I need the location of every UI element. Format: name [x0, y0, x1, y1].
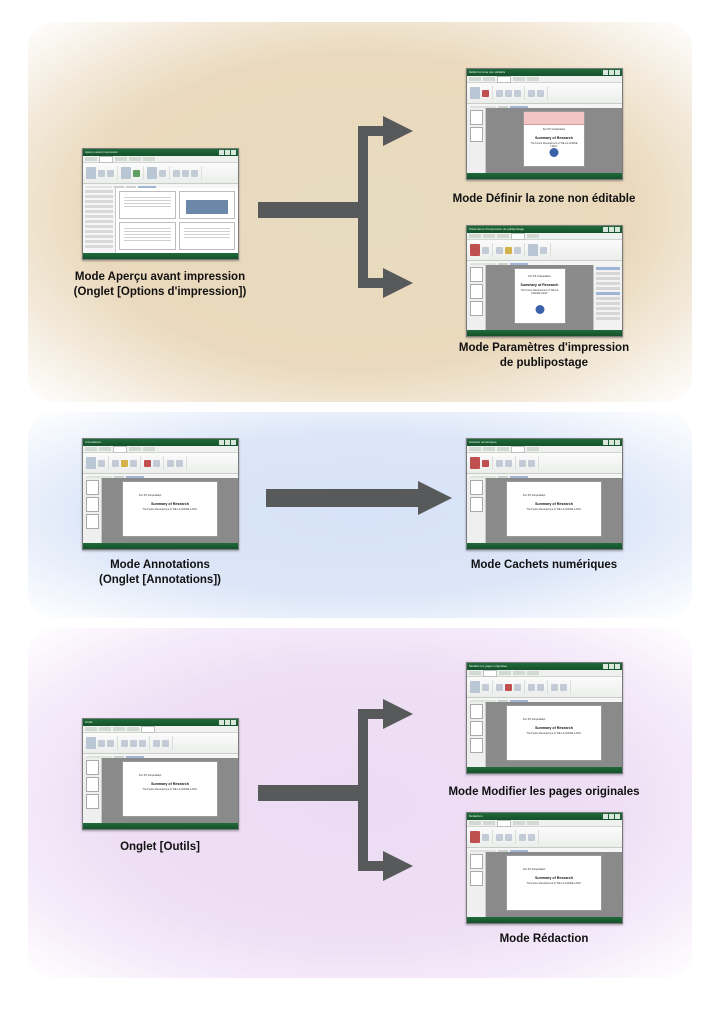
page-thumbnail[interactable] [470, 480, 483, 495]
doc-subtitle: The Future Development of "DE LA CADIAE LANA" [526, 732, 582, 735]
page-canvas[interactable] [486, 265, 593, 330]
document-area[interactable] [467, 265, 622, 330]
screenshot-annotations-mode[interactable] [82, 438, 239, 550]
caption-edit-original-pages [424, 785, 664, 800]
ribbon-tabs[interactable] [83, 726, 238, 733]
ribbon-group-zoom[interactable] [147, 166, 170, 180]
doc-subtitle: The Future Development of "DE LA CADIAE LANA" [520, 289, 559, 295]
ribbon[interactable] [467, 827, 622, 848]
doc-title: Summary of Research [535, 136, 573, 140]
page-thumbnail[interactable] [470, 854, 483, 869]
doc-subtitle: The Future Development of "DE LA CADIAE LANA" [526, 882, 582, 885]
page-thumbnail-grid[interactable] [116, 188, 238, 253]
page-navigation-pane[interactable] [467, 852, 486, 917]
screenshot-print-preview-mode[interactable] [82, 148, 239, 260]
status-bar [467, 917, 622, 923]
arrow-print-preview-branch [258, 110, 458, 310]
seal-icon [535, 305, 544, 314]
window-title: Rédaction [469, 814, 483, 818]
page-thumbnail[interactable] [179, 222, 236, 250]
window-controls[interactable] [603, 70, 620, 75]
document-page[interactable] [514, 268, 566, 324]
screenshot-digital-stamps-mode[interactable] [466, 438, 623, 550]
ribbon-group-view[interactable] [167, 456, 187, 470]
print-options-pane[interactable] [83, 188, 116, 253]
ribbon-tabs[interactable] [467, 76, 622, 83]
status-bar [83, 253, 238, 259]
caption-line-2: (Onglet [Options d'impression]) [73, 286, 247, 298]
ribbon-group-annotate[interactable] [86, 456, 109, 470]
page-thumbnail[interactable] [470, 301, 483, 316]
document-page[interactable] [523, 111, 585, 167]
doc-corporation: For XX Corporation [523, 868, 546, 871]
ribbon-group-markup[interactable] [112, 456, 141, 470]
arrow-annotations-to-stamps [266, 481, 456, 521]
status-bar [467, 543, 622, 549]
caption-line-1: Mode Définir la zone non éditable [452, 193, 636, 205]
window-controls[interactable] [603, 664, 620, 669]
window-title: Annotations [85, 440, 101, 444]
ribbon-group-stamps[interactable] [470, 456, 493, 470]
caption-redaction [430, 932, 658, 947]
ribbon-group-view[interactable] [519, 456, 539, 470]
ribbon-group-merge[interactable] [470, 243, 493, 257]
caption-line-1: Onglet [Outils] [120, 841, 200, 853]
ribbon-group-view[interactable] [551, 680, 571, 694]
page-thumbnail[interactable] [179, 191, 236, 219]
seal-icon [550, 148, 559, 157]
screenshot-non-editable-zone-mode[interactable] [466, 68, 623, 180]
document-area[interactable] [467, 478, 622, 543]
page-thumbnail[interactable] [470, 721, 483, 736]
ribbon[interactable] [83, 163, 238, 184]
ribbon-tabs[interactable] [467, 233, 622, 240]
page-thumbnail[interactable] [86, 480, 99, 495]
ribbon-group-edit[interactable] [470, 680, 493, 694]
ribbon-tabs[interactable] [467, 820, 622, 827]
ribbon[interactable] [467, 677, 622, 698]
ribbon-group-fields[interactable] [496, 243, 525, 257]
doc-corporation: For XX Corporation [139, 494, 162, 497]
ribbon-group-apply[interactable] [496, 830, 516, 844]
page-thumbnail[interactable] [86, 794, 99, 809]
document-area[interactable] [467, 702, 622, 767]
caption-line-1: Mode Aperçu avant impression [74, 271, 246, 283]
window-titlebar [83, 439, 238, 446]
window-controls[interactable] [219, 720, 236, 725]
screenshot-edit-original-pages-mode[interactable] [466, 662, 623, 774]
doc-title: Summary of Research [151, 782, 189, 786]
caption-line-1: Mode Modifier les pages originales [448, 786, 640, 798]
document-page[interactable] [506, 855, 602, 911]
page-canvas[interactable] [486, 478, 622, 543]
window-title: Définir la zone non éditable [469, 70, 506, 74]
ribbon-tabs[interactable] [83, 156, 238, 163]
page-navigation-pane[interactable] [83, 758, 102, 823]
page-canvas[interactable] [102, 758, 238, 823]
ribbon-group-insert[interactable] [496, 680, 525, 694]
doc-title: Summary of Research [535, 502, 573, 506]
ribbon-group-view[interactable] [519, 830, 539, 844]
doc-corporation: For XX Corporation [139, 774, 162, 777]
caption-line-1: Mode Annotations [110, 559, 210, 571]
doc-subtitle: The Future Development of "DE LA CADIAE LANA" [526, 508, 582, 511]
ribbon[interactable] [467, 83, 622, 104]
ribbon-group-layout[interactable] [121, 166, 144, 180]
status-bar [83, 823, 238, 829]
doc-subtitle: The Future Development of "DE LA CADIAE LANA" [142, 788, 198, 791]
ribbon-tabs[interactable] [83, 446, 238, 453]
page-thumbnail[interactable] [470, 267, 483, 282]
caption-digital-stamps [430, 558, 658, 573]
caption-print-preview [40, 270, 280, 300]
caption-mail-merge [430, 341, 658, 371]
caption-line-2: de publipostage [499, 357, 589, 369]
window-titlebar [83, 719, 238, 726]
window-titlebar [83, 149, 238, 156]
window-title: Paramètres d'impression de publipostage [469, 227, 525, 231]
caption-tools-tab [48, 840, 272, 855]
ribbon-group-print[interactable] [86, 166, 118, 180]
page-canvas[interactable] [486, 852, 622, 917]
page-navigation-pane[interactable] [467, 702, 486, 767]
doc-corporation: For XX Corporation [528, 275, 551, 278]
page-navigation-pane[interactable] [467, 265, 486, 330]
page-thumbnail[interactable] [470, 871, 483, 886]
ribbon-tabs[interactable] [467, 446, 622, 453]
document-page[interactable] [122, 481, 218, 537]
screenshot-mail-merge-print-settings-mode[interactable] [466, 225, 623, 337]
page-navigation-pane[interactable] [467, 108, 486, 173]
non-editable-zone-highlight [524, 112, 584, 125]
ribbon-group-tools[interactable] [86, 736, 118, 750]
document-area[interactable] [467, 108, 622, 173]
ribbon-group-view[interactable] [528, 86, 548, 100]
caption-line-2: (Onglet [Annotations]) [98, 574, 221, 586]
ribbon[interactable] [467, 453, 622, 474]
ribbon-group-zone[interactable] [470, 86, 493, 100]
caption-annotations [48, 558, 272, 588]
status-bar [467, 173, 622, 179]
page-navigation-pane[interactable] [83, 478, 102, 543]
page-thumbnail[interactable] [470, 127, 483, 142]
ribbon-group-pages[interactable] [121, 736, 150, 750]
page-thumbnail[interactable] [119, 222, 176, 250]
screenshot-tools-tab[interactable] [82, 718, 239, 830]
window-titlebar [467, 663, 622, 670]
doc-corporation: For XX Corporation [523, 718, 546, 721]
window-titlebar [467, 439, 622, 446]
ribbon-group-redact[interactable] [470, 830, 493, 844]
caption-line-1: Mode Rédaction [499, 933, 589, 945]
window-title: Outils [85, 720, 93, 724]
ribbon-group-print[interactable] [528, 243, 551, 257]
page-thumbnail[interactable] [470, 704, 483, 719]
document-page[interactable] [506, 705, 602, 761]
doc-title: Summary of Research [151, 502, 189, 506]
page-thumbnail[interactable] [470, 497, 483, 512]
page-thumbnail[interactable] [470, 738, 483, 753]
ribbon[interactable] [83, 453, 238, 474]
window-controls[interactable] [603, 227, 620, 232]
ribbon[interactable] [467, 240, 622, 261]
document-area[interactable] [83, 188, 238, 253]
ribbon-group-view[interactable] [173, 166, 202, 180]
arrow-tools-branch [258, 700, 458, 900]
window-title: Aperçu avant impression [85, 150, 119, 154]
page-thumbnail[interactable] [86, 760, 99, 775]
window-titlebar [467, 226, 622, 233]
page-thumbnail[interactable] [86, 777, 99, 792]
page-thumbnail[interactable] [86, 514, 99, 529]
caption-line-1: Mode Cachets numériques [470, 559, 618, 571]
document-area[interactable] [83, 478, 238, 543]
ribbon-group-security[interactable] [153, 736, 173, 750]
doc-title: Summary of Research [535, 726, 573, 730]
window-title: Modifier les pages originales [469, 664, 508, 668]
document-area[interactable] [83, 758, 238, 823]
ribbon-tabs[interactable] [467, 670, 622, 677]
document-page[interactable] [122, 761, 218, 817]
ribbon-group-stamp[interactable] [144, 456, 164, 470]
doc-subtitle: The Future Development of "DE LA CADIAE LANA" [530, 142, 578, 148]
window-title: Cachets numériques [469, 440, 497, 444]
window-controls[interactable] [219, 150, 236, 155]
doc-title: Summary of Research [520, 283, 559, 287]
status-bar [83, 543, 238, 549]
window-controls[interactable] [219, 440, 236, 445]
window-titlebar [467, 69, 622, 76]
page-thumbnail[interactable] [470, 284, 483, 299]
window-controls[interactable] [603, 814, 620, 819]
window-titlebar [467, 813, 622, 820]
page-canvas[interactable] [486, 108, 622, 173]
ribbon-group-text[interactable] [528, 680, 548, 694]
page-thumbnail[interactable] [470, 110, 483, 125]
caption-line-1: Mode Paramètres d'impression [458, 342, 630, 354]
page-thumbnail[interactable] [119, 191, 176, 219]
page-navigation-pane[interactable] [467, 478, 486, 543]
doc-corporation: For XX Corporation [523, 494, 546, 497]
doc-title: Summary of Research [535, 876, 573, 880]
caption-non-editable-zone [430, 192, 658, 207]
ribbon[interactable] [83, 733, 238, 754]
status-bar [467, 767, 622, 773]
page-thumbnail[interactable] [86, 497, 99, 512]
window-controls[interactable] [603, 440, 620, 445]
ribbon-group-edit[interactable] [496, 86, 525, 100]
doc-subtitle: The Future Development of "DE LA CADIAE LANA" [142, 508, 198, 511]
page-canvas[interactable] [486, 702, 622, 767]
document-area[interactable] [467, 852, 622, 917]
page-canvas[interactable] [102, 478, 238, 543]
document-page[interactable] [506, 481, 602, 537]
doc-corporation: For XX Corporation [542, 128, 566, 131]
status-bar [467, 330, 622, 336]
screenshot-redaction-mode[interactable] [466, 812, 623, 924]
ribbon-group-sign[interactable] [496, 456, 516, 470]
mail-merge-settings-pane[interactable] [593, 265, 622, 330]
